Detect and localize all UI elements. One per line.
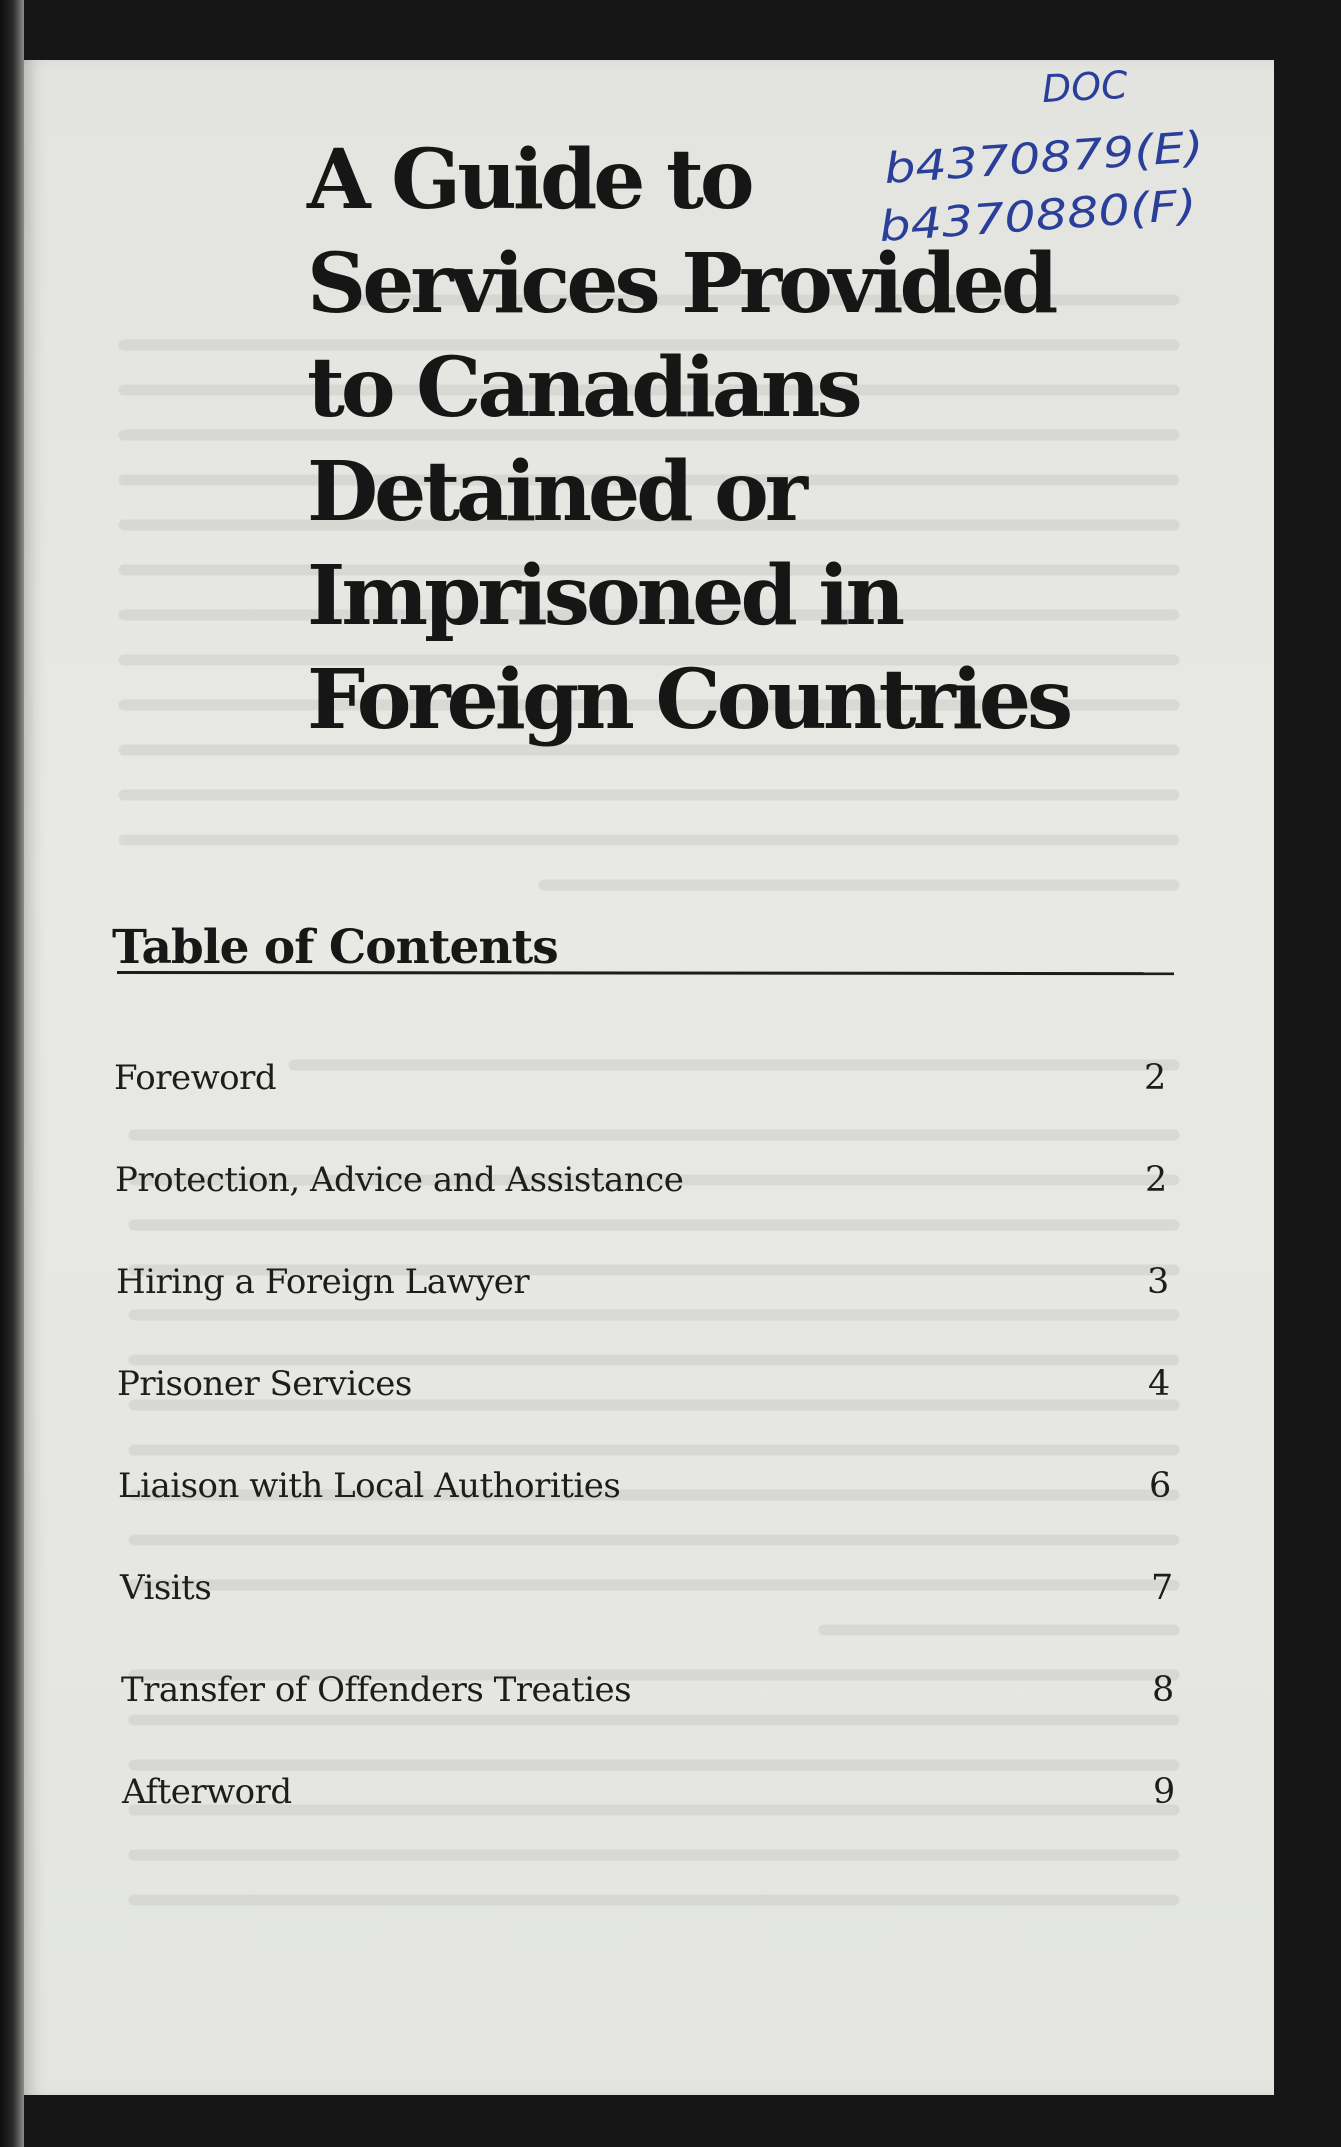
toc-entry-label: Hiring a Foreign Lawyer bbox=[116, 1262, 530, 1302]
toc-entry-foreword[interactable] bbox=[114, 1054, 1274, 1102]
toc-entry-protection-advice-assistance[interactable] bbox=[115, 1156, 1274, 1204]
title-line: A Guide to bbox=[307, 132, 751, 228]
toc-entry-label: Foreword bbox=[114, 1058, 277, 1098]
handwritten-doc-label: DOC bbox=[1040, 62, 1129, 112]
title-line: to Canadians bbox=[307, 340, 859, 436]
toc-entry-page-number: 9 bbox=[1153, 1772, 1176, 1812]
toc-entry-liaison-local-authorities[interactable] bbox=[118, 1462, 1274, 1510]
toc-entry-page-number: 2 bbox=[1144, 1058, 1167, 1098]
toc-entry-page-number: 6 bbox=[1149, 1466, 1172, 1506]
toc-entry-label: Protection, Advice and Assistance bbox=[115, 1160, 684, 1200]
toc-entry-page-number: 2 bbox=[1145, 1160, 1168, 1200]
toc-entry-label: Liaison with Local Authorities bbox=[118, 1466, 621, 1506]
toc-entry-label: Visits bbox=[120, 1568, 212, 1608]
toc-entry-label: Transfer of Offenders Treaties bbox=[121, 1670, 632, 1710]
toc-entry-page-number: 4 bbox=[1148, 1364, 1171, 1404]
title-line: Detained or bbox=[307, 444, 805, 540]
toc-entry-page-number: 7 bbox=[1151, 1568, 1174, 1608]
toc-heading: Table of Contents bbox=[112, 920, 558, 975]
title-line: Foreign Countries bbox=[307, 652, 1070, 748]
title-line: Services Provided bbox=[307, 236, 1055, 332]
toc-entry-label: Prisoner Services bbox=[117, 1364, 412, 1404]
toc-entry-hiring-foreign-lawyer[interactable] bbox=[116, 1258, 1274, 1306]
document-page bbox=[24, 60, 1274, 2095]
toc-entry-afterword[interactable] bbox=[122, 1768, 1274, 1816]
document-title bbox=[307, 128, 1069, 752]
toc-entry-page-number: 8 bbox=[1152, 1670, 1175, 1710]
toc-entry-label: Afterword bbox=[122, 1772, 292, 1812]
handwritten-french-call-number: b4370880(F) bbox=[877, 183, 1151, 252]
toc-entry-prisoner-services[interactable] bbox=[117, 1360, 1274, 1408]
toc-entry-transfer-offenders-treaties[interactable] bbox=[121, 1666, 1274, 1714]
previous-page-edge bbox=[0, 0, 24, 2147]
toc-entry-visits[interactable] bbox=[120, 1564, 1274, 1612]
handwritten-english-call-number: b4370879(E) bbox=[882, 125, 1159, 194]
title-line: Imprisoned in bbox=[307, 548, 902, 644]
toc-entry-page-number: 3 bbox=[1147, 1262, 1170, 1302]
